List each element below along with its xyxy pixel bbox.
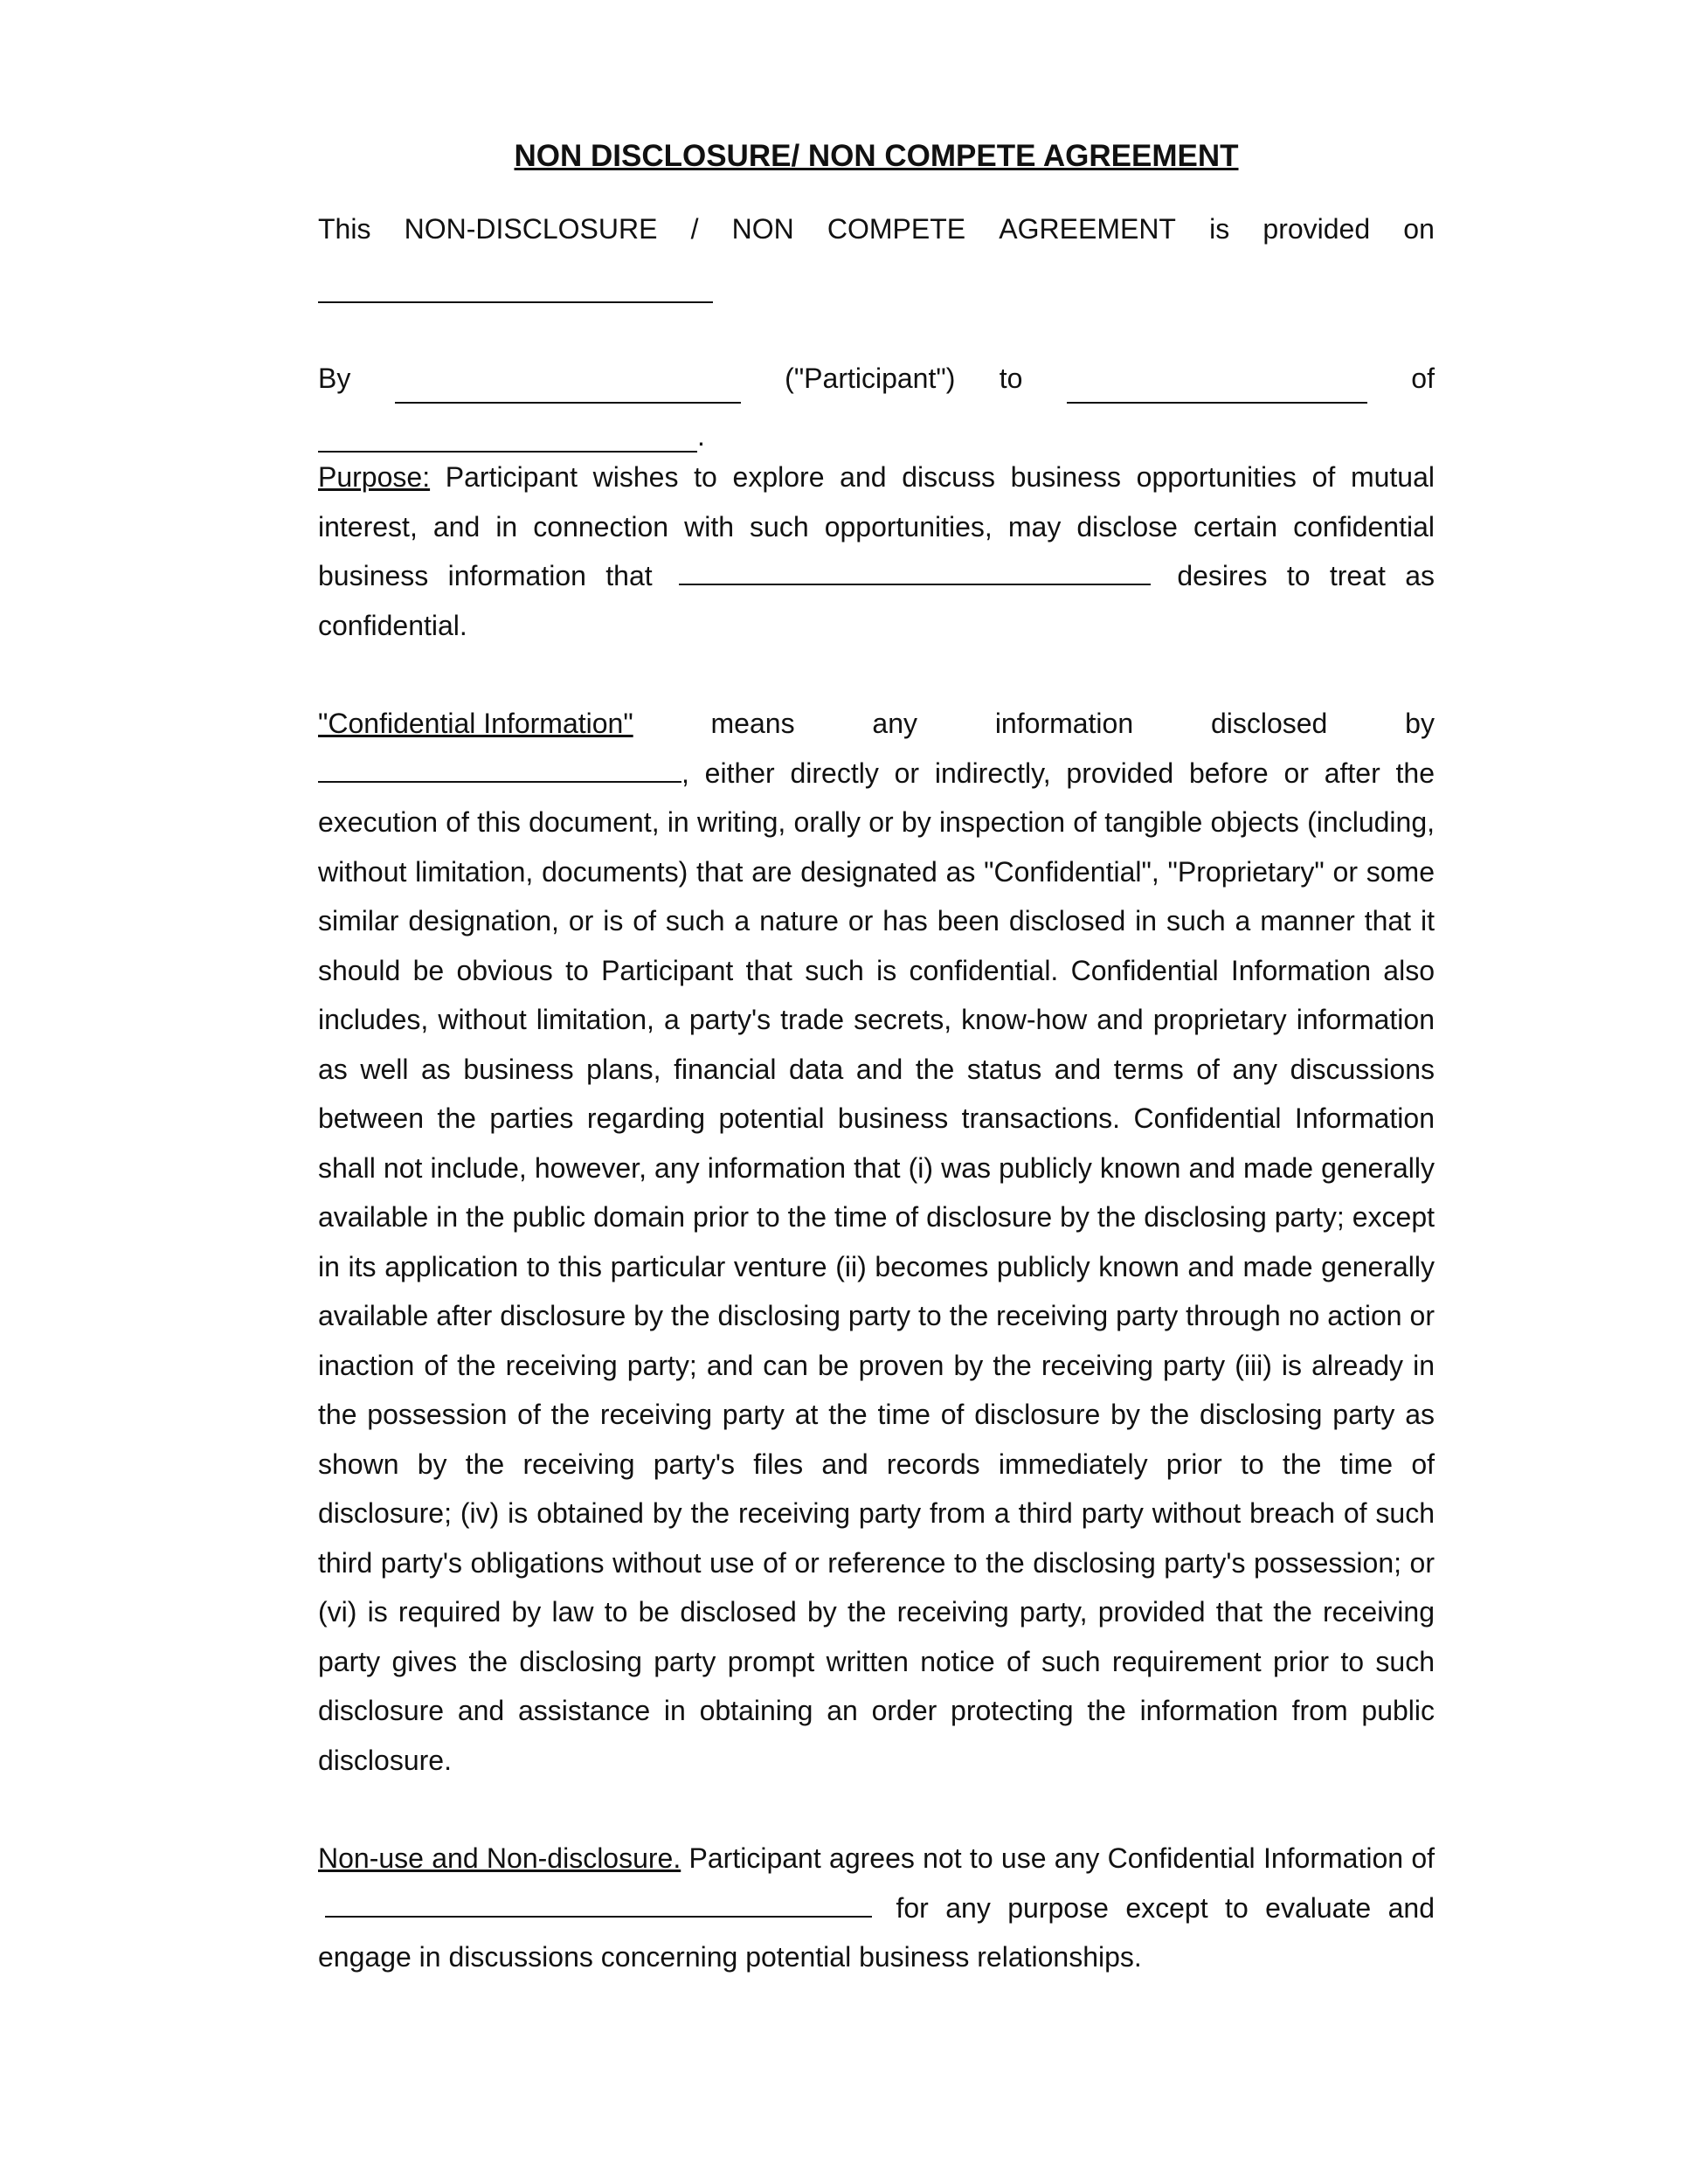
confidential-lead-word: any xyxy=(872,708,917,739)
nonuse-party-blank[interactable] xyxy=(325,1891,872,1918)
purpose-heading: Purpose: xyxy=(318,461,431,493)
section-spacer xyxy=(318,650,1435,699)
by-label: By xyxy=(318,363,351,394)
date-blank-row xyxy=(318,254,1435,304)
nonuse-heading: Non-use and Non-disclosure. xyxy=(318,1842,681,1874)
purpose-party-blank[interactable] xyxy=(679,559,1151,585)
confidential-heading: "Confidential Information" xyxy=(318,708,633,739)
intro-word: / xyxy=(690,213,699,245)
disclosing-party-blank[interactable] xyxy=(318,757,681,783)
participant-name-blank[interactable] xyxy=(395,377,741,404)
of-label: of xyxy=(1411,363,1435,394)
intro-word: NON-DISCLOSURE xyxy=(404,213,658,245)
purpose-text-end: desires to treat as confidential. xyxy=(318,560,1435,641)
company-blank-row xyxy=(318,404,1435,453)
intro-word: AGREEMENT xyxy=(999,213,1176,245)
intro-word: This xyxy=(318,213,371,245)
nonuse-text: Participant agrees not to use any Confidential Information of xyxy=(681,1842,1435,1874)
to-label: to xyxy=(999,363,1023,394)
intro-word: COMPETE xyxy=(827,213,966,245)
confidential-lead-line xyxy=(318,699,1435,749)
nonuse-paragraph xyxy=(318,1834,1435,1982)
nonuse-text-end: for any purpose except to evaluate and engage in discussions concerning potential business relationships. xyxy=(318,1891,1435,1973)
by-line xyxy=(318,354,1435,404)
intro-word: is xyxy=(1209,213,1230,245)
document-title: NON DISCLOSURE/ NON COMPETE AGREEMENT xyxy=(514,139,1239,173)
purpose-paragraph xyxy=(318,453,1435,650)
purpose-text: Participant wishes to explore and discuss business opportunities of mutual interest, and in connection with such opportunities, may disclose certain confidential business information that xyxy=(318,461,1435,591)
section-spacer xyxy=(318,1785,1435,1834)
document-page xyxy=(318,131,1435,1982)
intro-word: NON xyxy=(731,213,794,245)
participant-label: ("Participant") xyxy=(785,363,956,394)
date-blank-field[interactable] xyxy=(318,277,713,303)
intro-word: on xyxy=(1403,213,1435,245)
company-blank-field[interactable] xyxy=(318,426,697,453)
confidential-lead-word: by xyxy=(1405,708,1435,739)
confidential-text: , either directly or indirectly, provided before or after the execution of this document, in writing, orally or by inspection of tangible objects (including, without limitation, documents) that are designated as "Confidential", "Proprietary" or some similar designation, or is of such a nature or has been disclosed in such a manner that it should be obvious to Participant that such is confidential. Confidential Information also includes, without limitation, a party's trade secrets, know-how and proprietary information as well as business plans, financial data and the status and terms of any discussions between the parties regarding potential business transactions. Confidential Information shall not include, however, any information that (i) was publicly known and made generally available in the public domain prior to the time of disclosure by the disclosing party; except in its application to this particular venture (ii) becomes publicly known and made generally available after disclosure by the disclosing party to the receiving party through no action or inaction of the receiving party; and can be proven by the receiving party (iii) is already in the possession of the receiving party at the time of disclosure by the disclosing party as shown by the receiving party's files and records immediately prior to the time of disclosure; (iv) is obtained by the receiving party from a third party without breach of such third party's obligations without use of or reference to the disclosing party's possession; or (vi) is required by law to be disclosed by the receiving party, provided that the receiving party gives the disclosing party prompt written notice of such requirement prior to such disclosure and assistance in obtaining an order protecting the information from public disclosure. xyxy=(318,757,1435,1776)
period: . xyxy=(697,420,705,452)
confidential-lead-word: means xyxy=(710,708,795,739)
confidential-paragraph xyxy=(318,749,1435,1786)
confidential-lead-word: information xyxy=(994,708,1134,739)
intro-line xyxy=(318,204,1435,254)
intro-word: provided xyxy=(1263,213,1371,245)
recipient-name-blank[interactable] xyxy=(1067,377,1367,404)
confidential-lead-word: disclosed xyxy=(1210,708,1328,739)
